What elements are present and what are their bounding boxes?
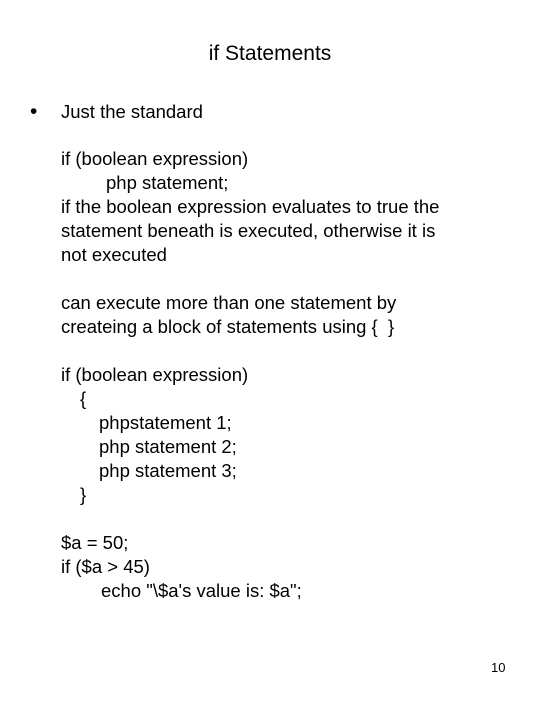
code-line-3: phpstatement 1; [99, 412, 232, 433]
code-line-7: $a = 50; [61, 532, 129, 553]
code-line-9: echo "\$a's value is: $a"; [101, 580, 302, 601]
code-line-1: if (boolean expression) [61, 364, 249, 385]
code-line-2: { [80, 388, 87, 409]
slide-title: if Statements [208, 42, 332, 65]
code-line-5: php statement 3; [99, 460, 237, 481]
code-line-6: } [80, 484, 87, 505]
text-line-6: can execute more than one statement by [61, 292, 397, 313]
bullet-text: Just the standard [61, 101, 203, 122]
page-number: 10 [491, 660, 506, 675]
text-line-7: createing a block of statements using { } [61, 316, 395, 337]
text-line-5: not executed [61, 244, 167, 265]
text-line-2: php statement; [106, 172, 229, 193]
code-line-4: php statement 2; [99, 436, 237, 457]
code-line-8: if ($a > 45) [61, 556, 150, 577]
text-line-4: statement beneath is executed, otherwise it is [61, 220, 436, 241]
text-line-3: if the boolean expression evaluates to true the [61, 196, 440, 217]
bullet-symbol: • [30, 100, 38, 123]
text-line-1: if (boolean expression) [61, 148, 249, 169]
